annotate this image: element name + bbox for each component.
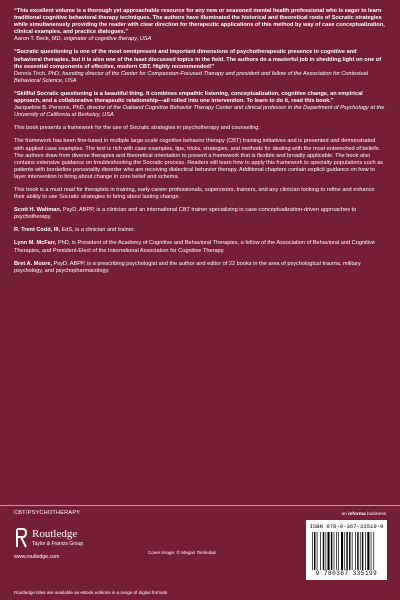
endorsement-quote [14, 49, 386, 84]
informa-name: informa [348, 512, 366, 517]
barcode-bar [346, 532, 347, 570]
barcode-bar [336, 532, 337, 570]
cover-image-credit: Cover image: © Megan Tomkulak [148, 550, 216, 555]
author-bio [14, 261, 386, 275]
quote-affiliation: founding director of the Center for Compassion-Focused Therapy and president and fellow of the Association for Contextual Behavioral Science, USA [14, 70, 368, 84]
barcode-bar [328, 532, 330, 570]
routledge-logo-icon [14, 527, 28, 549]
barcode-bar [314, 532, 315, 570]
barcode-bar [352, 532, 353, 570]
barcode-bar [323, 532, 324, 570]
barcode-bar [317, 532, 318, 570]
isbn-label: ISBN 978-0-367-33519-9 [309, 523, 384, 530]
informa-business-tag [290, 512, 386, 517]
endorsement-quote [14, 8, 386, 43]
publisher-group: Taylor & Francis Group [32, 541, 84, 547]
barcode-icon [312, 532, 381, 570]
description-paragraph: This book presents a framework for the use of Socratic strategies in psychotherapy and counseling. [14, 125, 260, 132]
quote-text: “This excellent volume is a thorough yet approachable resource for any new or seasoned mental health professional who is eager to learn traditional cognitive behavioral therapy techniques. The authors have illuminated the historical and theoretical roots of Socratic strategies while simultaneously providing the reader with clear direction for therapeutic applications of this method by way of case conceptualization, clinical examples, and practice dialogues.” [14, 8, 385, 36]
barcode-bar [320, 532, 321, 570]
description-paragraph: This book is a must read for therapists in training, early career professionals, supervisors, trainers, and any clinician looking to refine and enhance their ability to use Socratic strategies to bring about lasting change. [14, 186, 375, 201]
subject-category: CBT/PSYCHOTHERAPY [14, 510, 81, 516]
book-description [14, 125, 386, 201]
barcode-bar [360, 532, 361, 570]
barcode-bar [365, 532, 366, 570]
author-name: Lynn M. McFarr, [14, 240, 57, 247]
author-description: PsyD, ABPP, is a clinician and an international CBT trainer specializing in case-conceptualization-driven approaches to psychotherapy. [14, 207, 357, 221]
barcode-bar [334, 532, 335, 570]
quote-author: Aaron T. Beck, MD, [14, 36, 63, 43]
barcode-bar [373, 532, 374, 570]
description-paragraph: The framework has been fine-tuned in multiple large-scale cognitive behavior therapy (CBT) training initiatives and is presented and demonstrated with applied case examples. The text is rich with case examples, tips, tricks, strategies, and methods for dealing with the most entrenched of beliefs. The authors draw from diverse therapies and theoretical orientation to present a framework that is flexible and broadly applicable. The book also contains extensive guidance on troubleshooting the Socratic process. Readers will learn how to apply this framework to specialty populations such as patients with borderline personality disorder who are receiving dialectical behavior therapy. Additional chapters contain explicit guidance on how to layer intervention to bring about change in core belief and schema. [14, 138, 384, 180]
barcode-bar [341, 532, 343, 570]
ebook-note: Routledge titles are available as eBook editions in a range of digital formats [14, 590, 168, 595]
author-name: R. Trent Codd, III, [14, 227, 60, 234]
barcode-bar [367, 532, 369, 570]
quote-attribution [14, 71, 386, 85]
barcode-bar [344, 532, 345, 570]
author-bio [14, 227, 386, 234]
quote-author: Jacqueline B. Persons, PhD, [14, 105, 86, 112]
publisher-url: www.routledge.com [14, 554, 60, 560]
barcode-digits: 9 780367 335199 [315, 570, 378, 577]
barcode-bar [355, 532, 356, 570]
endorsement-quote [14, 91, 386, 119]
back-cover-content [14, 8, 386, 281]
barcode-bar [338, 532, 339, 570]
footer-divider [0, 505, 400, 506]
author-name: Bret A. Moore, [14, 260, 53, 267]
quote-text: “Skillful Socratic questioning is a beautiful thing. It combines empathic listening, conceptualization, cognitive change, an empirical approach, and a collaborative therapeutic relationship—all rolled into one intervention. To learn to do it, read this book.” [14, 90, 363, 105]
isbn-barcode [306, 520, 387, 580]
quote-author: Dennis Tirch, PhD, [14, 70, 61, 77]
publisher-logo [14, 527, 134, 563]
publisher-name: Routledge [32, 528, 78, 540]
author-description: EdS, is a clinician and trainer. [60, 227, 135, 234]
quote-attribution [14, 36, 386, 43]
quote-text: “Socratic questioning is one of the most omnipresent and important dimensions of psychotherapeutic presence in cognitive and behavioral therapies, but it is also one of the least discussed topics in the field. The authors do a masterful job in shedding light on one of the essential components of effective, modern CBT. Highly recommended!” [14, 49, 382, 70]
quote-attribution [14, 105, 386, 119]
barcode-bar [357, 532, 358, 570]
barcode-bar [371, 532, 372, 570]
author-bios [14, 207, 386, 275]
quote-affiliation: originator of cognitive therapy, USA [63, 36, 152, 43]
author-bio [14, 207, 386, 221]
informa-suffix: business [367, 512, 386, 517]
author-name: Scott H. Waltman, [14, 207, 62, 214]
author-bio [14, 240, 386, 254]
author-description: PhD, is President of the Academy of Cognitive and Behavioral Therapies, a fellow of the Association of Behavioral and Cognitive Therapies, and President-Elect of the International Association for Cognitive Therapy. [14, 240, 375, 254]
informa-prefix: an [341, 512, 347, 517]
author-description: PsyD, ABPP, is a prescribing psychologist and the author and editor of 22 books in the area of psychological trauma, military psychology, and psychopharmacology. [14, 260, 361, 274]
barcode-bar [326, 532, 327, 570]
quote-affiliation: director of the Oakland Cognitive Behavior Therapy Center and clinical professor in the Department of Psychology at the University of California at Berkeley, USA [14, 105, 385, 119]
barcode-bar [362, 532, 363, 570]
barcode-bar [349, 532, 350, 570]
barcode-bar [331, 532, 332, 570]
barcode-bar [312, 532, 313, 570]
endorsements [14, 8, 386, 119]
